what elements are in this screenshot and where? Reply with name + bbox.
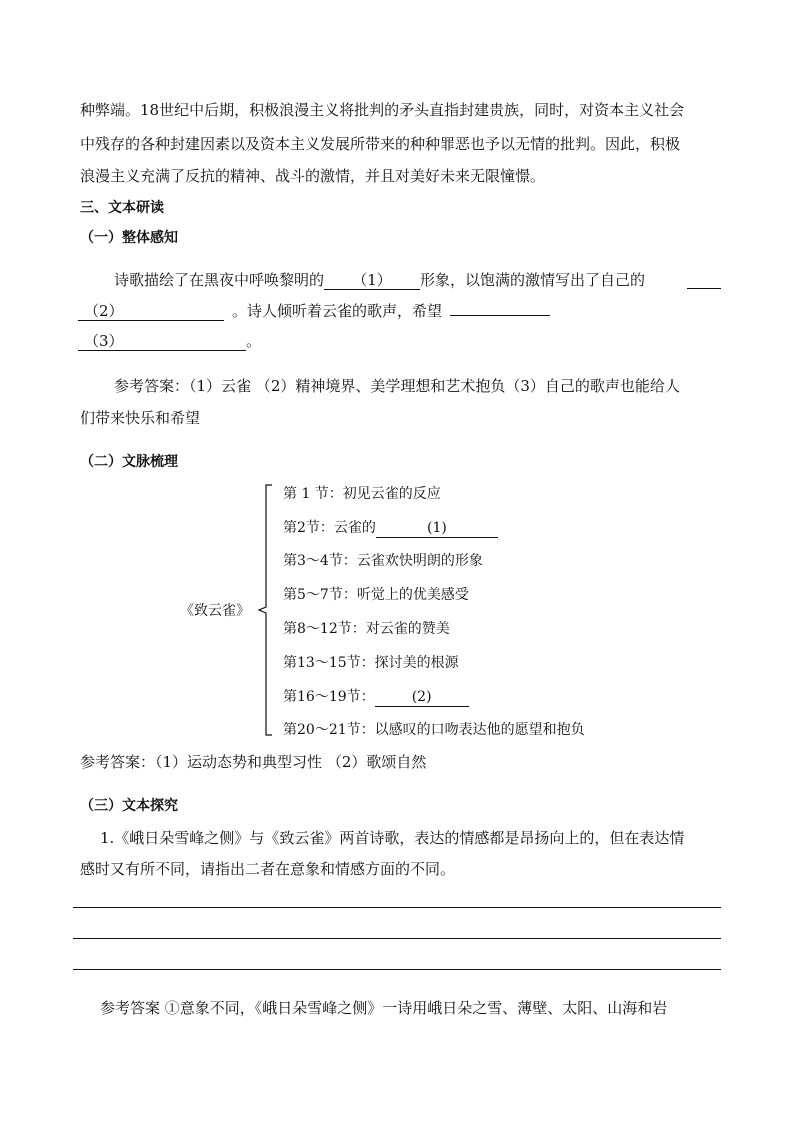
part3-heading: （三）文本探究: [80, 798, 178, 814]
blank-2[interactable]: （2）: [78, 302, 224, 321]
part1-heading: （一）整体感知: [80, 230, 178, 246]
outline-item-label: 第5～7节：听觉上的优美感受: [283, 587, 469, 603]
outline-item-2: [283, 518, 498, 538]
outline-item-label: 第20～21节：以感叹的口吻表达他的愿望和抱负: [283, 722, 585, 738]
outline-item-4: [283, 585, 469, 605]
outline-item-label: 第13～15节：探讨美的根源: [283, 655, 459, 671]
part1-text-a: 诗歌描绘了在黑夜中呼唤黎明的: [114, 271, 325, 289]
part1-text-b: 形象，以饱满的激情写出了自己的: [420, 271, 646, 289]
part1-answer-line-2: 们带来快乐和希望: [80, 409, 201, 427]
intro-line-1: 种弊端。18世纪中后期，积极浪漫主义将批判的矛头直指封建贵族，同时，对资本主义社会: [80, 101, 685, 119]
part1-fill-line-2: [78, 301, 550, 321]
outline-title: 《致云雀》: [180, 603, 250, 619]
intro-line-2: 中残存的各种封建因素以及资本主义发展所带来的种种罪恶也予以无情的批判。因此，积极: [80, 135, 681, 153]
outline-brace: [258, 484, 274, 736]
blank-1[interactable]: （1）: [324, 271, 420, 290]
blank-3[interactable]: （3）: [78, 332, 246, 351]
answer-line-2[interactable]: [73, 938, 721, 939]
question-1-line-1: 1.《峨日朵雪峰之侧》与《致云雀》两首诗歌，表达的情感都是昂扬向上的，但在表达情: [100, 829, 685, 847]
outline-item-label: 第 1 节：初见云雀的反应: [283, 486, 441, 502]
outline-item-7: [283, 687, 469, 707]
section-heading: 三、文本研读: [80, 200, 164, 216]
outline-blank-1[interactable]: (1): [376, 519, 498, 538]
part1-fill-line-3: [78, 331, 261, 351]
intro-line-3: 浪漫主义充满了反抗的精神、战斗的激情，并且对美好未来无限憧憬。: [80, 167, 546, 185]
answer-line-3[interactable]: [73, 969, 721, 970]
outline-item-label: 第2节：云雀的: [283, 520, 376, 536]
answer-line-1[interactable]: [73, 907, 721, 908]
part1-text-c: 。诗人倾听着云雀的歌声，希望: [232, 302, 443, 320]
outline-item-5: [283, 619, 450, 639]
question-1-line-2: 感时又有所不同，请指出二者在意象和情感方面的不同。: [80, 860, 456, 878]
part1-text-d: 。: [246, 332, 262, 350]
blank-2-start[interactable]: [687, 270, 721, 289]
part2-answer: 参考答案：（1）运动态势和典型习性 （2）歌颂自然: [80, 753, 427, 771]
outline-blank-2[interactable]: (2): [375, 688, 469, 707]
outline-item-label: 第16～19节：: [283, 689, 375, 705]
outline-item-label: 第3～4节：云雀欢快明朗的形象: [283, 553, 483, 569]
part1-answer-line-1: 参考答案：（1）云雀 （2）精神境界、美学理想和艺术抱负（3）自己的歌声也能给人: [114, 377, 680, 395]
outline-item-6: [283, 653, 459, 673]
part3-answer: 参考答案 ①意象不同，《峨日朵雪峰之侧》一诗用峨日朵之雪、薄壁、太阳、山海和岩: [100, 999, 668, 1017]
part1-fill-line-1: [114, 270, 645, 290]
outline-item-1: [283, 484, 441, 504]
blank-3-start[interactable]: [450, 315, 550, 316]
outline-item-8: [283, 720, 585, 740]
outline-item-label: 第8～12节：对云雀的赞美: [283, 621, 450, 637]
part2-heading: （二）文脉梳理: [80, 454, 178, 470]
outline-item-3: [283, 551, 483, 571]
